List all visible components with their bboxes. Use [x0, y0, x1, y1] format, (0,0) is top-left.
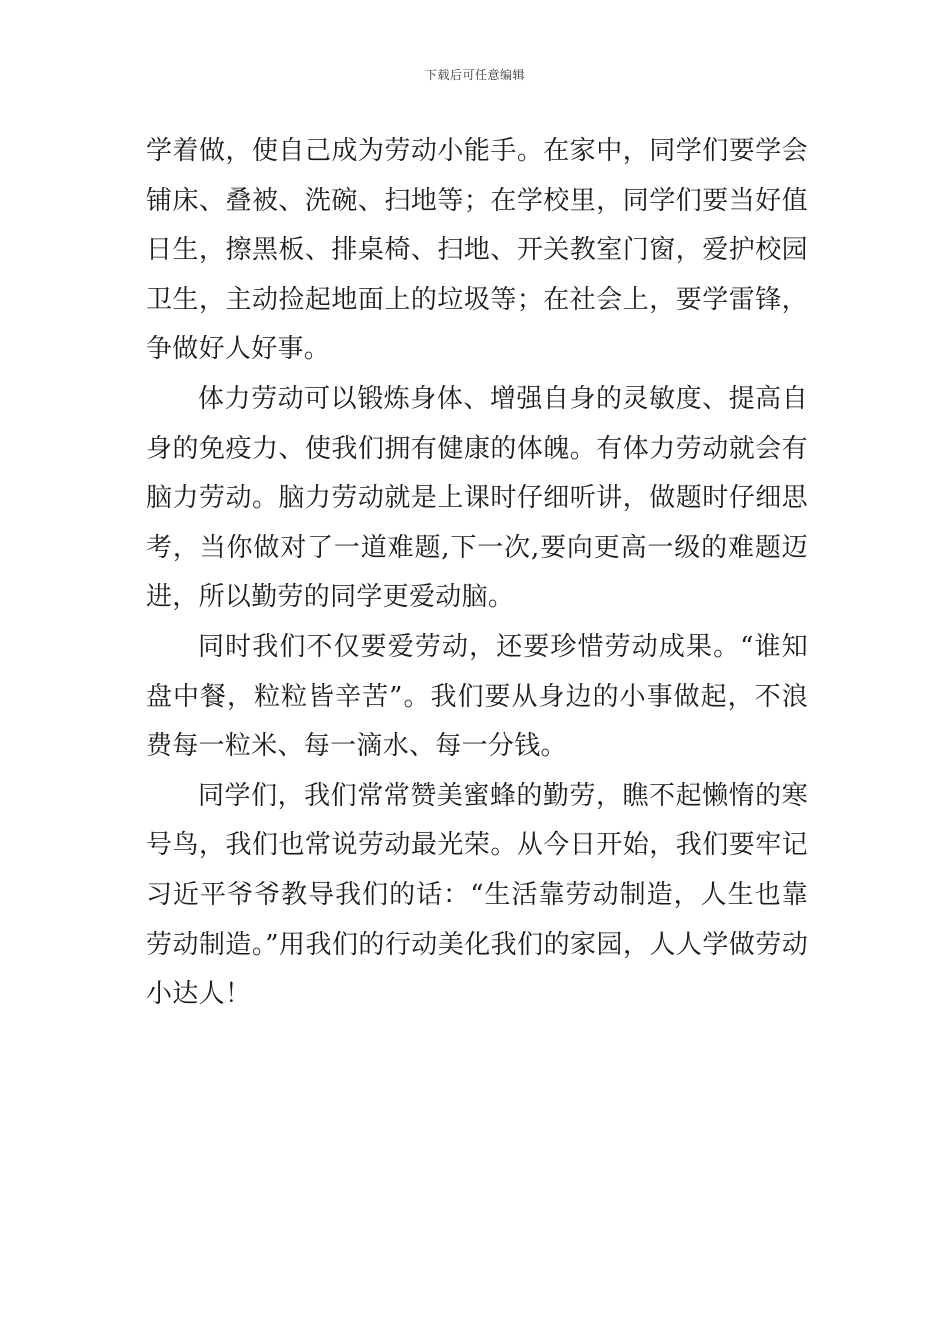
- page-header-note: 下载后可任意编辑: [424, 68, 525, 82]
- paragraph: 体力劳动可以锻炼身体、增强自身的灵敏度、提高自身的免疫力、使我们拥有健康的体魄。有体力劳动就会有脑力劳动。脑力劳动就是上课时仔细听讲，做题时仔细思考，当你做对了一道难题,下一次,要向更高一级的难题迈进，所以勤劳的同学更爱动脑。: [146, 383, 808, 613]
- document-body: [146, 127, 808, 1020]
- paragraph: 同学们，我们常常赞美蜜蜂的勤劳，瞧不起懒惰的寒号鸟，我们也常说劳动最光荣。从今日开始，我们要牢记习近平爷爷教导我们的话：“生活靠劳动制造，人生也靠劳动制造。”用我们的行动美化我们的家园，人人学做劳动小达人！: [146, 780, 808, 1010]
- paragraph: 学着做，使自己成为劳动小能手。在家中，同学们要学会铺床、叠被、洗碗、扫地等；在学校里，同学们要当好值日生，擦黑板、排桌椅、扫地、开关教室门窗，爱护校园卫生，主动捡起地面上的垃圾等；在社会上，要学雷锋，争做好人好事。: [146, 136, 808, 365]
- paragraph: 同时我们不仅要爱劳动，还要珍惜劳动成果。“谁知盘中餐，粒粒皆辛苦”。我们要从身边的小事做起，不浪费每一粒米、每一滴水、每一分钱。: [146, 631, 808, 762]
